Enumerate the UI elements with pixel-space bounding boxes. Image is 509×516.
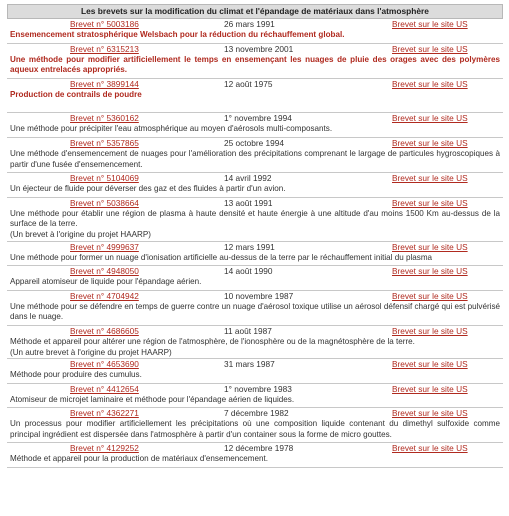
patent-header-row (10, 408, 500, 419)
patent-entry (7, 384, 503, 409)
us-site-link[interactable]: Brevet sur le site US (392, 359, 468, 370)
patent-number-link[interactable]: Brevet n° 4948050 (70, 266, 139, 277)
patent-description: Méthode et appareil pour altérer une région de l'atmosphère, de l'ionosphère ou de la magnétosphère de la terre. (10, 336, 415, 346)
us-site-link[interactable]: Brevet sur le site US (392, 290, 468, 301)
us-site-link[interactable]: Brevet sur le site US (392, 113, 468, 124)
patent-number-link[interactable]: Brevet n° 4362271 (70, 408, 139, 419)
patent-description: Un éjecteur de fluide pour déverser des gaz et des fluides à partir d'un avion. (10, 184, 286, 194)
table-title: Les brevets sur la modification du climat et l'épandage de matériaux dans l'atmosphère (7, 4, 503, 19)
us-site-link[interactable]: Brevet sur le site US (392, 325, 468, 336)
us-site-link[interactable]: Brevet sur le site US (392, 443, 468, 454)
patent-number-link[interactable]: Brevet n° 4686605 (70, 325, 139, 336)
patent-description: Une méthode pour précipiter l'eau atmosphérique au moyen d'aérosols multi-composants. (10, 124, 333, 134)
patent-header-row (10, 242, 500, 253)
us-site-link[interactable]: Brevet sur le site US (392, 78, 468, 89)
patent-date: 12 décembre 1978 (224, 443, 294, 454)
patent-note: (Un brevet à l'origine du projet HAARP) (10, 229, 152, 239)
us-site-link[interactable]: Brevet sur le site US (392, 241, 468, 252)
patent-entry (7, 173, 503, 198)
patent-date: 1° novembre 1983 (224, 383, 292, 394)
patent-entry (7, 443, 503, 468)
spacer (10, 102, 500, 112)
patent-date: 31 mars 1987 (224, 359, 275, 370)
patent-entry (7, 113, 503, 138)
patent-number-link[interactable]: Brevet n° 5357865 (70, 137, 139, 148)
patent-entry (7, 326, 503, 359)
us-site-link[interactable]: Brevet sur le site US (392, 197, 468, 208)
patent-number-link[interactable]: Brevet n° 4412654 (70, 383, 139, 394)
us-site-link[interactable]: Brevet sur le site US (392, 43, 468, 54)
patent-table (7, 4, 503, 468)
patent-description: Atomiseur de microjet laminaire et méthode pour l'épandage aérien de liquides. (10, 394, 295, 404)
patent-entry (7, 19, 503, 44)
us-site-link[interactable]: Brevet sur le site US (392, 19, 468, 29)
us-site-link[interactable]: Brevet sur le site US (392, 137, 468, 148)
patent-entry (7, 291, 503, 326)
patent-number-link[interactable]: Brevet n° 5003186 (70, 19, 139, 29)
us-site-link[interactable]: Brevet sur le site US (392, 173, 468, 184)
patent-number-link[interactable]: Brevet n° 4129252 (70, 443, 139, 454)
patent-description: Une méthode pour modifier artificiellement le temps en ensemençant les nuages de pluie des orages avec des polymères aqueux entrelacés appropriés. (10, 54, 500, 75)
patent-entry (7, 359, 503, 384)
patent-number-link[interactable]: Brevet n° 5104069 (70, 173, 139, 184)
patent-date: 26 mars 1991 (224, 19, 275, 29)
patent-header-row (10, 19, 500, 30)
patent-description: Une méthode pour établir une région de plasma à haute densité et haute énergie à une altitude d'au moins 1500 Km au-dessus de la surface de la terre. (10, 208, 500, 229)
patent-number-link[interactable]: Brevet n° 4653690 (70, 359, 139, 370)
patent-header-row (10, 44, 500, 55)
patent-date: 25 octobre 1994 (224, 137, 284, 148)
patent-description: Production de contrails de poudre (10, 89, 142, 99)
patent-entry (7, 44, 503, 79)
patent-header-row (10, 326, 500, 337)
patent-date: 12 août 1975 (224, 78, 273, 89)
patent-entry (7, 138, 503, 173)
us-site-link[interactable]: Brevet sur le site US (392, 383, 468, 394)
patent-header-row (10, 266, 500, 277)
patent-description: Une méthode d'ensemencement de nuages pour l'amélioration des précipitations comprenant le largage de particules hygroscopiques à partir d'une fusée d'ensemencement. (10, 148, 500, 169)
patent-header-row (10, 291, 500, 302)
patent-list (7, 19, 503, 468)
patent-header-row (10, 198, 500, 209)
us-site-link[interactable]: Brevet sur le site US (392, 408, 468, 419)
patent-number-link[interactable]: Brevet n° 6315213 (70, 43, 139, 54)
patent-header-row (10, 138, 500, 149)
patent-date: 13 novembre 2001 (224, 43, 294, 54)
patent-date: 14 août 1990 (224, 266, 273, 277)
patent-header-row (10, 443, 500, 454)
patent-number-link[interactable]: Brevet n° 4999637 (70, 241, 139, 252)
patent-description: Méthode pour produire des cumulus. (10, 370, 142, 380)
patent-header-row (10, 113, 500, 124)
patent-description: Une méthode pour former un nuage d'ionisation artificielle au-dessus de la terre par le réchauffement initial du plasma (10, 252, 433, 262)
patent-date: 10 novembre 1987 (224, 290, 294, 301)
patent-number-link[interactable]: Brevet n° 5038664 (70, 197, 139, 208)
patent-entry (7, 408, 503, 443)
patent-description: Ensemencement stratosphérique Welsbach pour la réduction du réchauffement global. (10, 30, 345, 39)
patent-description: Méthode et appareil pour la production de matériaux d'ensemencement. (10, 454, 269, 464)
patent-date: 13 août 1991 (224, 197, 273, 208)
patent-header-row (10, 359, 500, 370)
patent-entry (7, 242, 503, 267)
patent-entry (7, 79, 503, 114)
patent-header-row (10, 173, 500, 184)
patent-entry (7, 198, 503, 242)
patent-description: Appareil atomiseur de liquide pour l'épandage aérien. (10, 277, 202, 287)
patent-number-link[interactable]: Brevet n° 5360162 (70, 113, 139, 124)
patent-date: 14 avril 1992 (224, 173, 272, 184)
patent-date: 12 mars 1991 (224, 241, 275, 252)
patent-number-link[interactable]: Brevet n° 4704942 (70, 290, 139, 301)
patent-entry (7, 266, 503, 291)
patent-date: 1° novembre 1994 (224, 113, 292, 124)
patent-description: Un processus pour modifier artificiellement les précipitations où une composition liquide contenant du dimethyl sulfoxide comme principal ingrédient est dispersée dans l'atmosphère à partir d'un container sous la forme de micro gouttes. (10, 419, 500, 439)
patent-header-row (10, 384, 500, 395)
patent-number-link[interactable]: Brevet n° 3899144 (70, 78, 139, 89)
patent-note: (Un autre brevet à l'origine du projet HAARP) (10, 347, 172, 357)
patent-date: 11 août 1987 (224, 325, 272, 336)
patent-date: 7 décembre 1982 (224, 408, 289, 419)
patent-header-row (10, 79, 500, 90)
us-site-link[interactable]: Brevet sur le site US (392, 266, 468, 277)
patent-description: Une méthode pour se défendre en temps de guerre contre un nuage d'aérosol toxique utilise un aérosol défensif chargé qui est pulvérisé dans le nuage. (10, 301, 500, 322)
